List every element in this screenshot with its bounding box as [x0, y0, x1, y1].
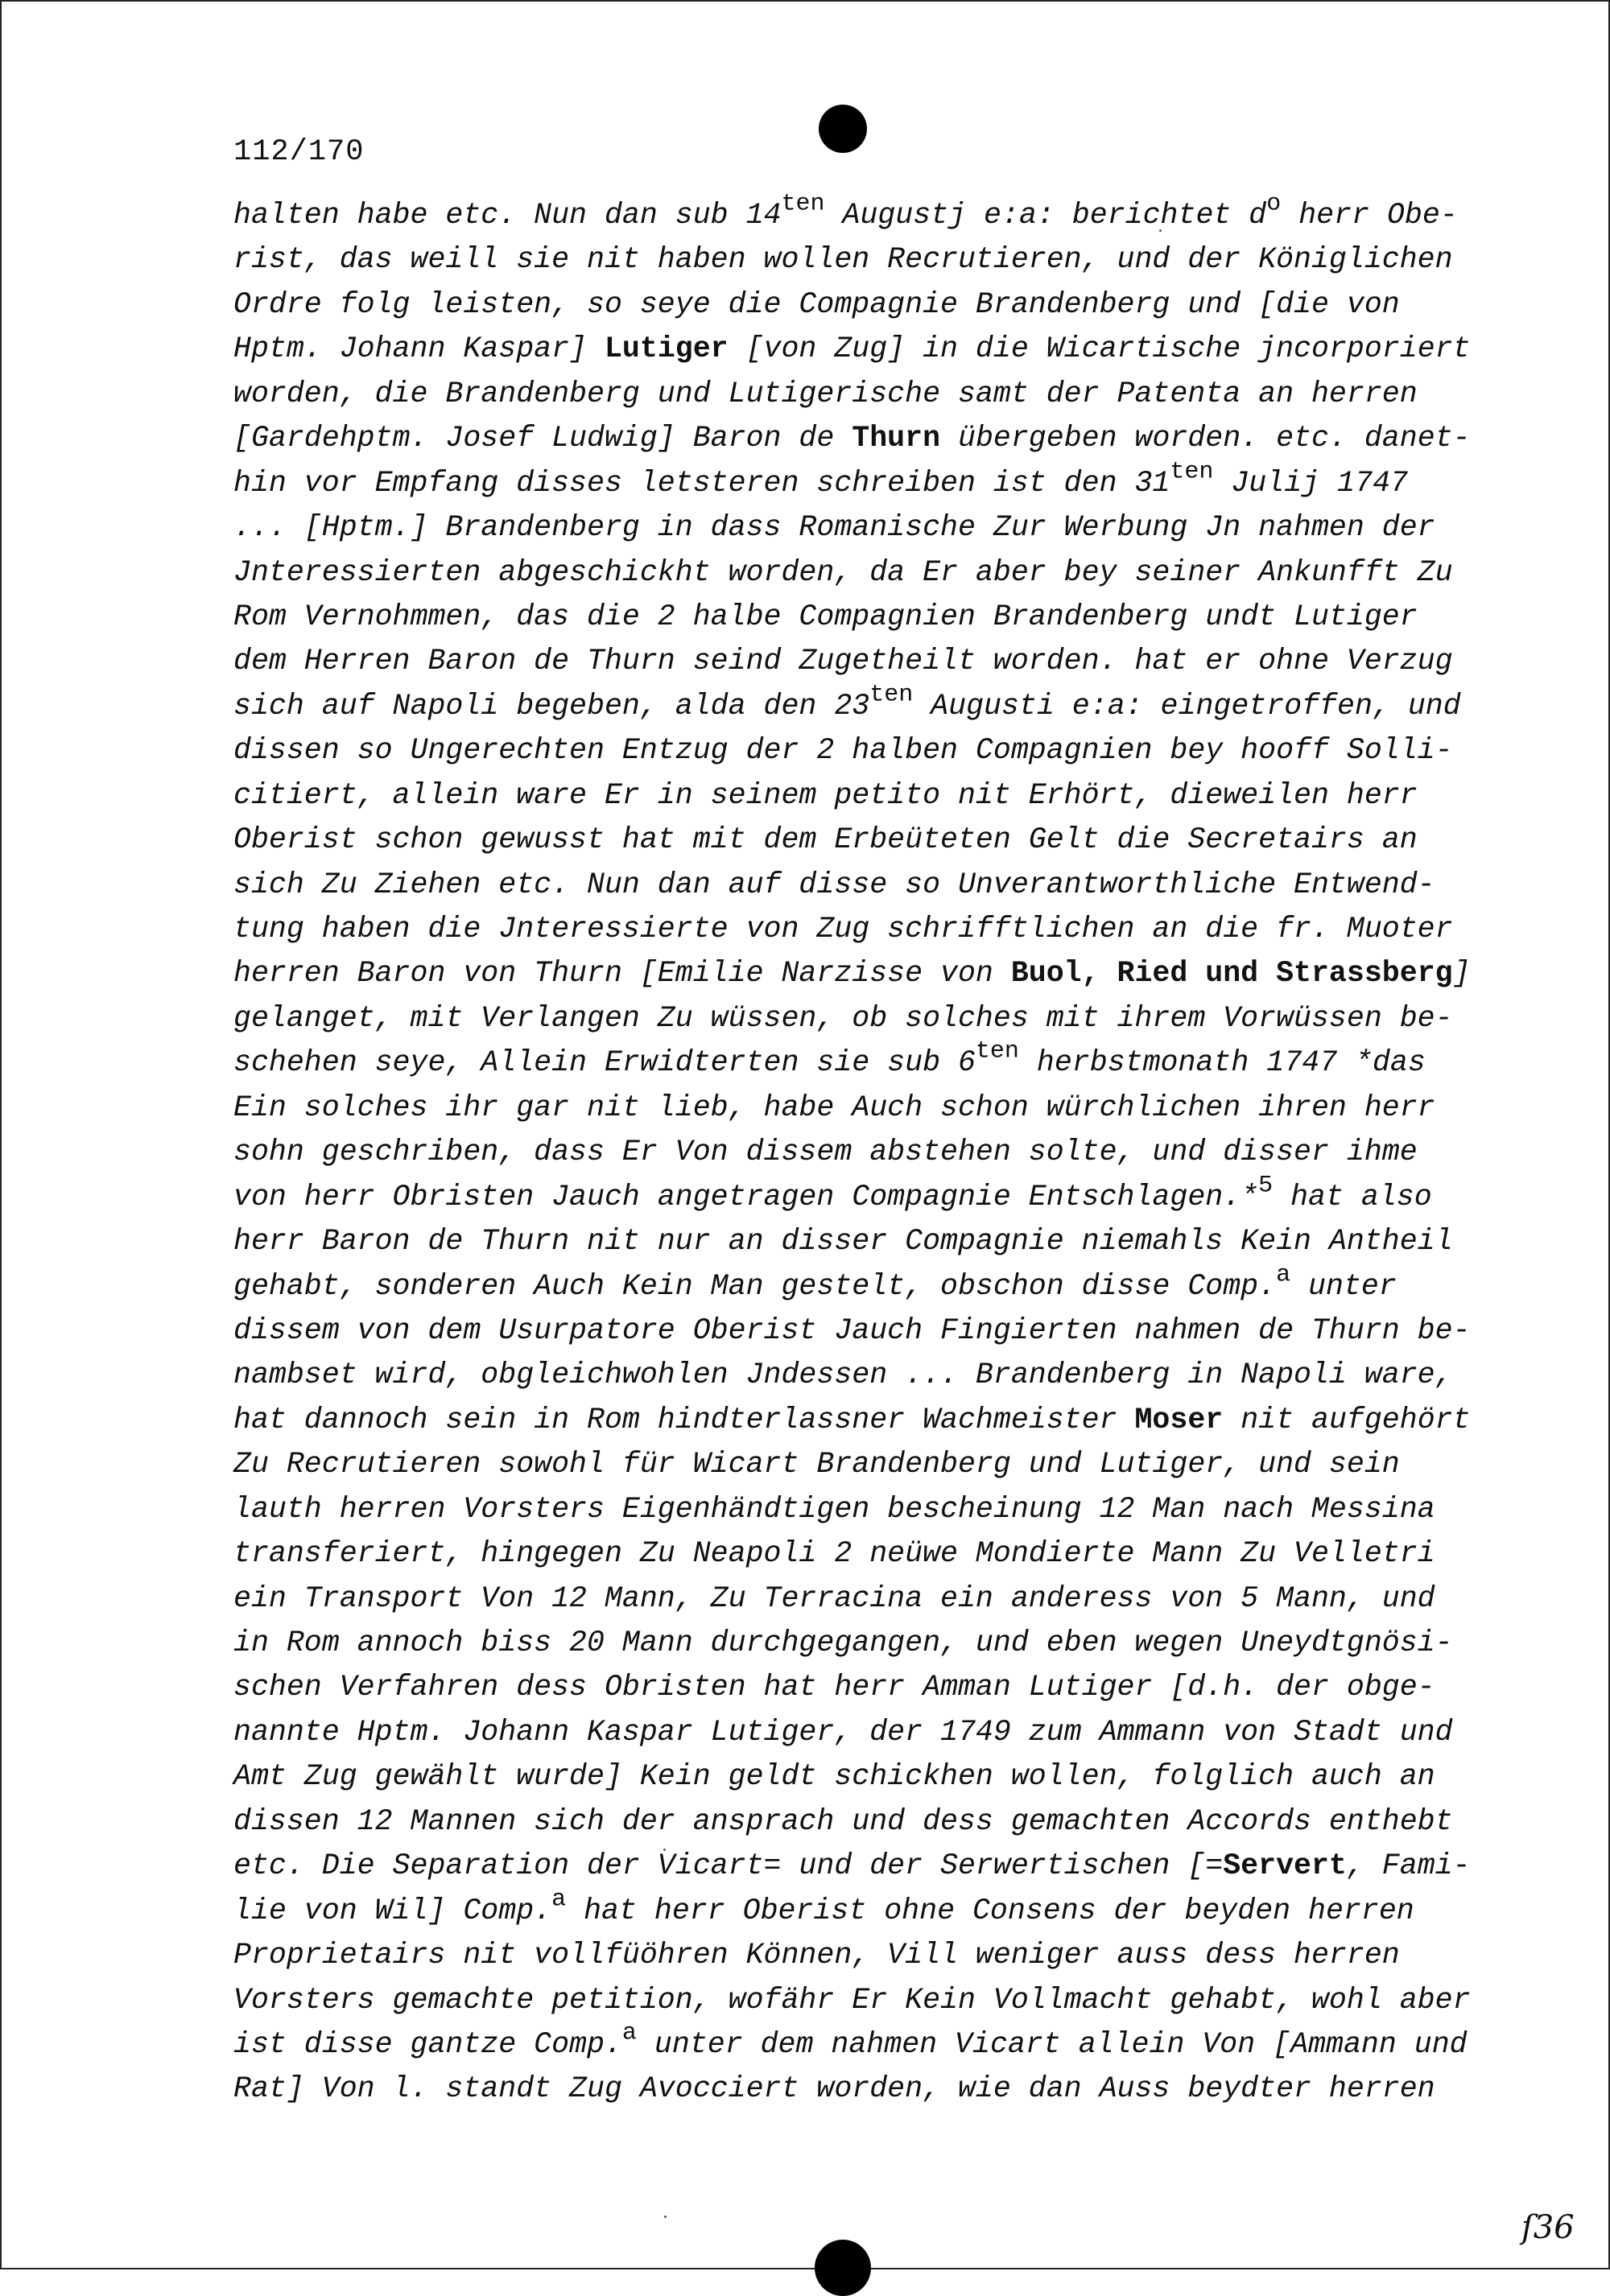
text-run: , Fami- [1346, 1849, 1471, 1883]
text-run: dem Herren Baron de Thurn seind Zugetheilt worden. hat er ohne Verzug [233, 645, 1453, 678]
text-run: unter dem nahmen Vicart allein Von [Ammann und [636, 2027, 1468, 2061]
text-run: sich Zu Ziehen etc. Nun dan auf disse so Unverantworthliche Entwend- [233, 868, 1435, 901]
text-run: halten habe etc. Nun dan sub 14 [233, 199, 782, 232]
text-run: etc. Die Separation der Vicart= und der Serwertischen [= [233, 1849, 1224, 1883]
text-line [233, 1754, 1473, 1799]
text-run: ist disse gantze Comp. [233, 2027, 622, 2061]
text-line [233, 550, 1473, 595]
text-run: hat herr Oberist ohne Consens der beyden herren [566, 1894, 1414, 1927]
text-run: nit aufgehört [1223, 1403, 1471, 1437]
text-run: ein Transport Von 12 Mann, Zu Terracina ein anderess von 5 Mann, und [233, 1581, 1435, 1615]
text-run: gehabt, sonderen Auch Kein Man gestelt, obschon disse Comp. [233, 1269, 1277, 1303]
text-line [233, 1978, 1473, 2022]
text-line [233, 1261, 1473, 1309]
superscript: ten [781, 190, 825, 218]
superscript: ten [869, 681, 914, 709]
superscript: a [551, 1886, 567, 1914]
text-line [233, 416, 1473, 460]
text-run: von herr Obristen Jauch angetragen Compagnie Entschlagen.* [233, 1180, 1259, 1214]
superscript: o [1266, 190, 1282, 218]
text-line [233, 1130, 1473, 1174]
text-run: transferiert, hingegen Zu Neapoli 2 neüwe Mondierte Mann Zu Velletri [233, 1537, 1435, 1571]
text-run: hin vor Empfang disses letsteren schreiben ist den 31 [233, 466, 1170, 500]
punch-hole-top [819, 105, 867, 153]
text-line [233, 1037, 1473, 1085]
text-line [233, 1086, 1473, 1130]
handwritten-page-mark: ſ36 [1521, 2209, 1575, 2246]
page-number: 112/170 [233, 135, 365, 169]
text-run: sohn geschriben, dass Er Von dissem abstehen solte, und disser ihme [233, 1136, 1418, 1169]
text-run: [Gardehptm. Josef Ludwig] Baron de [233, 422, 852, 455]
text-line [233, 1219, 1473, 1263]
text-line [233, 1933, 1473, 1977]
text-run: herren Baron von Thurn [Emilie Narzisse von [233, 957, 1011, 991]
text-run: Augusti e:a: eingetroffen, und [913, 689, 1461, 723]
text-run: Oberist schon gewusst hat mit dem Erbeüteten Gelt die Secretairs an [233, 823, 1418, 857]
text-line [233, 728, 1473, 773]
text-line [233, 1353, 1473, 1397]
text-line [233, 1886, 1473, 1933]
text-run: citiert, allein ware Er in seinem petito nit Erhört, dieweilen herr [233, 778, 1418, 812]
text-run: Hptm. Johann Kaspar] [233, 332, 605, 366]
text-run: hat dannoch sein in Rom hindterlassner Wachmeister [233, 1403, 1135, 1437]
text-run: Vorsters gemachte petition, wofähr Er Kein Vollmacht gehabt, wohl aber [233, 1983, 1471, 2017]
text-run: hat also [1273, 1180, 1432, 1214]
text-line [233, 773, 1473, 818]
text-run: Jnteressierten abgeschickht worden, da Er aber bey seiner Ankunfft Zu [233, 555, 1453, 589]
text-run: unter [1290, 1269, 1397, 1303]
superscript: ten [1170, 458, 1214, 486]
text-line [233, 681, 1473, 728]
text-line [233, 1665, 1473, 1709]
superscript: ten [975, 1037, 1019, 1066]
text-line [233, 996, 1473, 1041]
text-line [233, 1621, 1473, 1665]
text-line [233, 2067, 1473, 2111]
text-line [233, 327, 1473, 371]
scan-speck [664, 2216, 667, 2218]
text-line [233, 505, 1473, 550]
superscript: 5 [1258, 1172, 1274, 1200]
bold-name: Thurn [852, 422, 941, 455]
text-run: nambset wird, obgleichwohlen Jndessen ... Brandenberg in Napoli ware, [233, 1358, 1453, 1392]
text-line [233, 1398, 1473, 1442]
text-run: dissen 12 Mannen sich der ansprach und dess gemachten Accords enthebt [233, 1804, 1453, 1838]
text-line [233, 1799, 1473, 1844]
text-line [233, 1844, 1473, 1888]
text-run: schehen seye, Allein Erwidterten sie sub 6 [233, 1046, 976, 1080]
text-line [233, 1710, 1473, 1754]
text-line [233, 1442, 1473, 1486]
text-line [233, 907, 1473, 951]
text-line [233, 1172, 1473, 1219]
superscript: a [1276, 1261, 1291, 1288]
text-run: ... [Hptm.] Brandenberg in dass Romanische Zur Werbung Jn nahmen der [233, 511, 1435, 545]
text-line [233, 458, 1473, 505]
text-run: Proprietairs nit vollfüöhren Können, Vill weniger auss dess herren [233, 1939, 1400, 1972]
bold-name: Moser [1134, 1403, 1224, 1437]
text-line [233, 639, 1473, 683]
text-line [233, 595, 1473, 639]
text-run: Zu Recrutieren sowohl für Wicart Brandenberg und Lutiger, und sein [233, 1448, 1400, 1482]
text-line [233, 190, 1473, 237]
text-run: herr Baron de Thurn nit nur an disser Compagnie niemahls Kein Antheil [233, 1225, 1453, 1259]
text-run: übergeben worden. etc. danet- [940, 422, 1471, 455]
text-run: [von Zug] in die Wicartische jncorporiert [728, 332, 1471, 366]
text-line [233, 863, 1473, 907]
bold-name: Lutiger [604, 332, 729, 366]
text-line [233, 818, 1473, 862]
text-run: rist, das weill sie nit haben wollen Recrutieren, und der Königlichen [233, 243, 1453, 277]
text-line [233, 282, 1473, 327]
text-line [233, 1577, 1473, 1621]
text-run: nannte Hptm. Johann Kaspar Lutiger, der 1749 zum Ammann von Stadt und [233, 1715, 1453, 1749]
text-line [233, 2019, 1473, 2067]
text-run: herbstmonath 1747 *das [1018, 1046, 1426, 1080]
text-run: schen Verfahren dess Obristen hat herr Amman Lutiger [d.h. der obge- [233, 1671, 1435, 1704]
text-run: herr Obe- [1281, 199, 1458, 232]
text-run: Rat] Von l. standt Zug Avocciert worden, wie dan Auss beydter herren [233, 2072, 1435, 2106]
text-run: ] [1452, 957, 1471, 991]
text-line [233, 1487, 1473, 1531]
text-run: Rom Vernohmmen, das die 2 halbe Compagnien Brandenberg undt Lutiger [233, 600, 1418, 633]
text-line [233, 951, 1473, 995]
text-run: dissem von dem Usurpatore Oberist Jauch Fingierten nahmen de Thurn be- [233, 1313, 1471, 1347]
text-run: dissen so Ungerechten Entzug der 2 halben Compagnien bey hooff Solli- [233, 734, 1453, 768]
text-line [233, 1309, 1473, 1353]
superscript: a [621, 2019, 637, 2047]
text-run: Ordre folg leisten, so seye die Compagnie Brandenberg und [die von [233, 287, 1400, 321]
text-run: Amt Zug gewählt wurde] Kein geldt schickhen wollen, folglich auch an [233, 1760, 1435, 1794]
text-run: gelanget, mit Verlangen Zu wüssen, ob solches mit ihrem Vorwüssen be- [233, 1001, 1453, 1035]
text-run: Julij 1747 [1213, 466, 1408, 500]
text-run: Ein solches ihr gar nit lieb, habe Auch schon würchlichen ihren herr [233, 1090, 1435, 1124]
text-run: in Rom annoch biss 20 Mann durchgegangen, und eben wegen Uneydtgnösi- [233, 1626, 1453, 1659]
punch-hole-bottom [815, 2240, 871, 2296]
bold-name: Servert [1223, 1849, 1347, 1883]
text-run: sich auf Napoli begeben, alda den 23 [233, 689, 870, 723]
text-line [233, 372, 1473, 416]
text-run: worden, die Brandenberg und Lutigerische samt der Patenta an herren [233, 377, 1418, 410]
text-line [233, 1531, 1473, 1576]
document-body-text [233, 190, 1473, 2112]
text-run: Augustj e:a: berichtet d [824, 199, 1267, 232]
text-line [233, 237, 1473, 282]
text-run: tung haben die Jnteressierte von Zug schrifftlichen an die fr. Muoter [233, 913, 1453, 946]
bold-name: Buol, Ried und Strassberg [1010, 957, 1453, 991]
text-run: lauth herren Vorsters Eigenhändtigen bescheinung 12 Man nach Messina [233, 1492, 1435, 1526]
text-run: lie von Wil] Comp. [233, 1894, 552, 1927]
